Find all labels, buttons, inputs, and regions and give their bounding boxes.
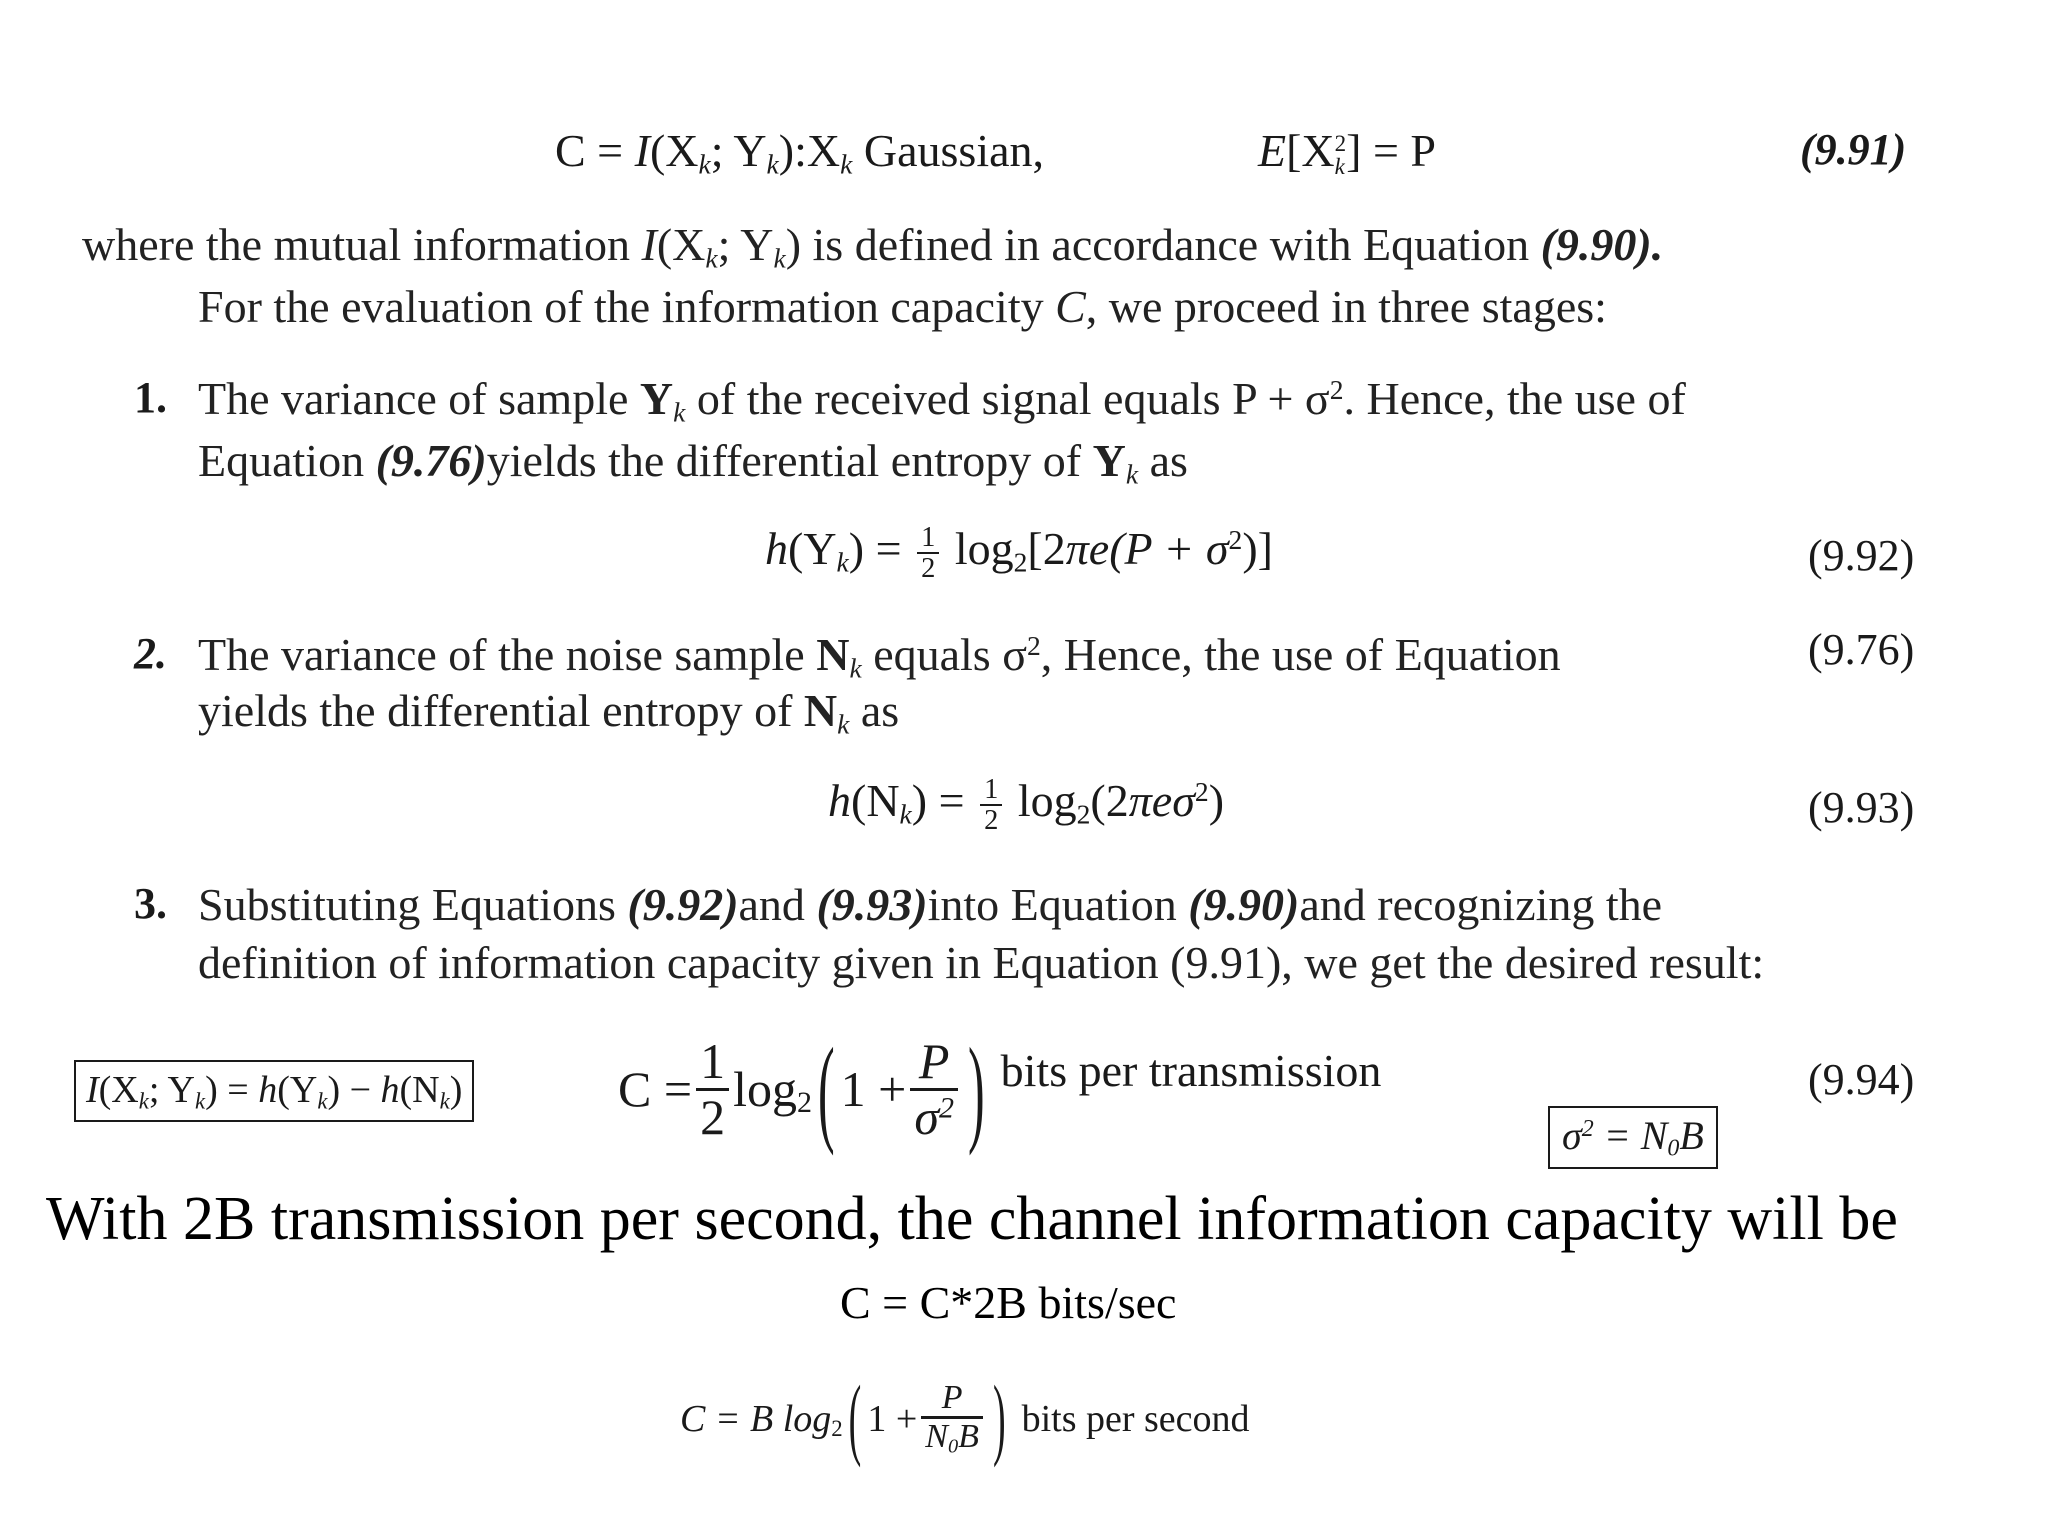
boxed-mi-text: (Y <box>277 1069 318 1111</box>
equation-number-9-93: (9.93) <box>1808 783 1915 832</box>
final-eq-den-sub: 0 <box>947 1435 959 1458</box>
eq-993-fraction <box>980 775 1002 837</box>
eq-991-lhs: C = <box>555 125 635 176</box>
item1-text: as <box>1138 435 1188 486</box>
equation-9-91 <box>555 124 1044 181</box>
eq-992-base: 2 <box>1013 546 1028 578</box>
eq-994-base: 2 <box>796 1086 812 1119</box>
eq-991-text: (X <box>649 125 699 176</box>
item-2-number: 2. <box>134 629 167 678</box>
item3-text: , we get the desired result: <box>1281 937 1765 988</box>
boxed-mutual-information <box>74 1060 474 1122</box>
eq-991-sub: k <box>698 148 711 180</box>
eq-994-inner: 1 + <box>840 1061 907 1117</box>
item2-sub: k <box>837 708 850 740</box>
boxed-mi-text: ) <box>449 1069 463 1111</box>
item1-text: yields the differential entropy of <box>486 435 1093 486</box>
item2-sup: 2 <box>1027 629 1041 661</box>
eq-994-lhs: C = <box>618 1061 693 1117</box>
para1-text: , we proceed in three stages: <box>1085 281 1607 332</box>
eq-994-p-fraction <box>910 1035 958 1143</box>
item1-y: Y <box>1092 435 1126 486</box>
eq-992-text: [2 <box>1027 523 1066 574</box>
eq-991-text: [X <box>1286 125 1335 176</box>
boxed-mi-text: ; Y <box>148 1069 195 1111</box>
eq-992-log: log <box>943 523 1014 574</box>
para1-text: ) is defined in accordance with Equation <box>785 219 1541 270</box>
final-eq-left-paren: ( <box>848 1368 862 1470</box>
item2-sub: k <box>849 652 862 684</box>
item-1-line-1 <box>198 372 1686 429</box>
boxed-sigma-text: = N <box>1593 1113 1668 1158</box>
item3-ref: (9.91) <box>1170 937 1282 988</box>
boxed-mi-text: (X <box>98 1069 139 1111</box>
item-2-line-2 <box>198 684 899 741</box>
item3-text: into Equation <box>927 879 1189 930</box>
eq-993-sup: 2 <box>1194 775 1209 807</box>
final-eq-right-paren: ) <box>992 1368 1006 1470</box>
final-eq-lhs: C = B log <box>680 1398 832 1440</box>
eq-994-frac-num: 1 <box>696 1035 729 1091</box>
final-eq-den-b: B <box>958 1417 979 1455</box>
item-2-line-1 <box>198 628 1561 685</box>
boxed-mi-sub: k <box>138 1088 149 1114</box>
boxed-mi-sub: k <box>317 1088 328 1114</box>
item1-text: The variance of sample <box>198 373 640 424</box>
eq-992-pi: πe <box>1065 523 1110 574</box>
eq-992-frac-num: 1 <box>917 523 939 555</box>
boxed-sigma-text: σ <box>1562 1113 1582 1158</box>
item1-y: Y <box>639 373 674 424</box>
equation-9-94 <box>618 1021 1382 1157</box>
boxed-mi-h: h <box>380 1069 400 1111</box>
paragraph-line-2 <box>198 280 1607 333</box>
final-equation <box>680 1364 1250 1474</box>
para1-c: C <box>1055 281 1086 332</box>
eq-994-p-den <box>910 1088 958 1145</box>
boxed-mi-text: I <box>86 1069 99 1111</box>
equation-number-9-92: (9.92) <box>1808 531 1915 580</box>
boxed-mi-text: ) = <box>205 1069 259 1111</box>
item3-ref: (9.93) <box>816 879 928 930</box>
eq-994-tail: bits per transmission <box>1000 1045 1382 1096</box>
equation-9-92 <box>765 522 1273 584</box>
item3-text: Substituting Equations <box>198 879 628 930</box>
eq-994-log: log <box>733 1061 797 1117</box>
item2-text: as <box>849 685 900 736</box>
eq-991-text: Gaussian, <box>852 125 1045 176</box>
equation-number-9-91: (9.91) <box>1800 125 1907 174</box>
item1-ref: (9.76) <box>375 435 487 486</box>
eq-994-right-paren: ) <box>968 1021 985 1157</box>
boxed-mi-text: (N <box>399 1069 440 1111</box>
eq-994-p-den-sup: 2 <box>939 1091 954 1124</box>
eq-992-h: h <box>765 523 788 574</box>
paragraph-line-1 <box>82 218 1663 275</box>
para1-text: where the mutual information <box>82 219 642 270</box>
eq-992-sup: 2 <box>1228 523 1243 555</box>
item2-text: , Hence, the use of Equation <box>1040 629 1561 680</box>
item2-text: equals σ <box>861 629 1027 680</box>
boxed-mi-text: ) − <box>327 1069 381 1111</box>
para1-text: For the evaluation of the information capacity <box>198 281 1056 332</box>
boxed-sigma-text: B <box>1679 1113 1704 1158</box>
boxed-mi-h: h <box>258 1069 278 1111</box>
equation-9-91-expectation <box>1258 124 1436 178</box>
item-1-line-2 <box>198 434 1188 491</box>
boxed-sigma-sub: 0 <box>1667 1135 1680 1162</box>
eq-991-text: ; Y <box>710 125 767 176</box>
capacity-statement: With 2B transmission per second, the channel information capacity will be <box>46 1185 1898 1253</box>
item3-text: and <box>738 879 817 930</box>
item2-text: yields the differential entropy of <box>198 685 804 736</box>
eq-992-text: )] <box>1242 523 1273 574</box>
eq-993-frac-den: 2 <box>984 805 999 837</box>
para1-mi: I <box>641 219 657 270</box>
eq-994-fraction <box>696 1035 729 1143</box>
eq-994-p-num: P <box>910 1035 958 1091</box>
eq-991-sub: k <box>766 148 779 180</box>
eq-991-text: ] = P <box>1346 125 1436 176</box>
boxed-mi-sub: k <box>439 1088 450 1114</box>
eq-992-text: (Y <box>788 523 837 574</box>
eq-992-text: (P + σ <box>1109 523 1229 574</box>
item-1-number: 1. <box>134 373 167 422</box>
eq-993-h: h <box>828 775 851 826</box>
item-2-ref: (9.76) <box>1808 625 1915 674</box>
boxed-sigma-sup: 2 <box>1581 1115 1594 1142</box>
para1-text: ; Y <box>717 219 774 270</box>
item3-ref: (9.90) <box>1188 879 1300 930</box>
eq-992-frac-den: 2 <box>921 553 936 585</box>
para1-ref: (9.90). <box>1540 219 1664 270</box>
item1-text: . Hence, the use of <box>1343 373 1686 424</box>
eq-993-base: 2 <box>1076 798 1091 830</box>
boxed-mi-sub: k <box>194 1088 206 1114</box>
eq-992-text: ) = <box>848 523 914 574</box>
item1-text: of the received signal equals P + σ <box>685 373 1330 424</box>
para1-sub: k <box>773 242 786 274</box>
item1-sub: k <box>1125 458 1139 490</box>
eq-993-frac-num: 1 <box>980 775 1002 807</box>
final-eq-tail: bits per second <box>1021 1398 1250 1440</box>
eq-993-log: log <box>1006 775 1077 826</box>
para1-text: (X <box>656 219 706 270</box>
boxed-sigma-equation <box>1548 1106 1718 1169</box>
eq-991-exp: E <box>1258 125 1287 176</box>
eq-994-p-den-sigma: σ <box>914 1088 939 1145</box>
item1-sub: k <box>673 396 686 428</box>
eq-991-text: ):X <box>778 125 841 176</box>
eq-991-sub: k <box>1334 154 1345 180</box>
eq-991-sup: 2 <box>1334 131 1347 157</box>
eq-993-text: ) <box>1208 775 1225 826</box>
equation-number-9-94: (9.94) <box>1808 1055 1915 1104</box>
eq-993-pi: πeσ <box>1128 775 1195 826</box>
item2-text: The variance of the noise sample <box>198 629 817 680</box>
eq-992-sub: k <box>836 546 849 578</box>
eq-994-left-paren: ( <box>817 1021 835 1157</box>
final-eq-base: 2 <box>831 1416 843 1441</box>
item1-text: Equation <box>198 435 376 486</box>
item-3-line-1 <box>198 878 1662 931</box>
para1-sub: k <box>705 242 718 274</box>
final-eq-fraction <box>921 1380 983 1458</box>
item-3-number: 3. <box>134 879 167 928</box>
capacity-formula: C = C*2B bits/sec <box>840 1277 1177 1328</box>
eq-993-text: ) = <box>911 775 977 826</box>
eq-993-sub: k <box>899 798 912 830</box>
item-3-line-2 <box>198 936 1764 989</box>
item1-sup: 2 <box>1329 373 1344 405</box>
final-eq-den <box>921 1419 983 1458</box>
equation-9-93 <box>828 774 1224 836</box>
eq-992-fraction <box>917 523 939 585</box>
eq-993-text: (2 <box>1090 775 1129 826</box>
item2-n: N <box>803 685 838 736</box>
item3-text: and recognizing the <box>1299 879 1663 930</box>
item3-text: definition of information capacity given in Equation <box>198 937 1171 988</box>
final-eq-den-n: N <box>925 1417 948 1455</box>
eq-991-supsub <box>1335 132 1347 178</box>
final-eq-inner: 1 + <box>867 1398 918 1440</box>
item2-n: N <box>816 629 850 680</box>
eq-994-frac-den: 2 <box>700 1088 726 1145</box>
item3-ref: (9.92) <box>627 879 739 930</box>
eq-991-mi: I <box>634 125 650 176</box>
eq-991-sub: k <box>840 148 853 180</box>
final-eq-num: P <box>921 1380 983 1419</box>
eq-993-text: (N <box>851 775 900 826</box>
